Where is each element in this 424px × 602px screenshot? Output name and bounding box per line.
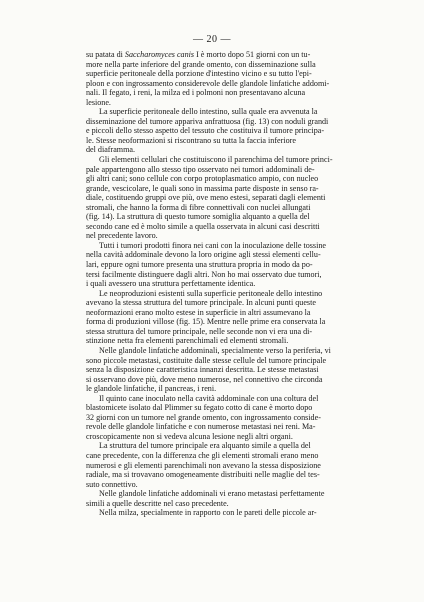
text-segment: tersi facilmente distinguere dagli altri. Non ho mai osservato due tumori, bbox=[86, 269, 322, 279]
text-line bbox=[86, 356, 388, 366]
text-line bbox=[86, 470, 388, 480]
text-segment: si osservano dove più, dove meno numerose, nel connettivo che circonda bbox=[86, 374, 323, 384]
text-segment: Nelle glandole linfatiche addominali, specialmente verso la periferia, vi bbox=[99, 345, 331, 355]
text-line bbox=[86, 98, 388, 108]
text-segment: Tutti i tumori prodotti finora nei cani con la inoculazione delle tossine bbox=[99, 240, 326, 250]
text-segment: simili a quelle descritte nel caso precedente. bbox=[86, 498, 229, 508]
text-line bbox=[86, 336, 388, 346]
text-line bbox=[86, 394, 388, 404]
text-line bbox=[86, 60, 388, 70]
text-line bbox=[86, 117, 388, 127]
text-line bbox=[86, 289, 388, 299]
text-line bbox=[86, 136, 388, 146]
text-segment: Il quinto cane inoculato nella cavità addominale con una coltura del bbox=[99, 393, 319, 403]
text-segment: (fig. 14). La struttura di questo tumore somiglia alquanto a quella del bbox=[86, 212, 310, 222]
text-line bbox=[86, 308, 388, 318]
body-text bbox=[86, 50, 388, 518]
text-line bbox=[86, 145, 388, 155]
text-line bbox=[86, 432, 388, 442]
text-line bbox=[86, 155, 388, 165]
text-line bbox=[86, 317, 388, 327]
text-line bbox=[86, 203, 388, 213]
text-line bbox=[86, 69, 388, 79]
text-line bbox=[86, 461, 388, 471]
text-segment: nella cavità addominale devono la loro origine agli stessi elementi cellu- bbox=[86, 250, 321, 260]
text-segment: diale, costituendo gruppi ove più, ove meno estesi, separati dagli elementi bbox=[86, 193, 326, 203]
text-line bbox=[86, 346, 388, 356]
text-line bbox=[86, 250, 388, 260]
text-line bbox=[86, 88, 388, 98]
text-line bbox=[86, 327, 388, 337]
text-segment: del diaframma. bbox=[86, 145, 135, 155]
text-segment: stromali, che hanno la forma di fibre connettivali con nuclei allungati bbox=[86, 202, 311, 212]
text-segment: suto connettivo. bbox=[86, 479, 138, 489]
text-segment: radiale, ma si trovavano omogeneamente distribuiti nelle maglie del tes- bbox=[86, 470, 320, 480]
text-segment: I è morto dopo 51 giorni con un tu- bbox=[194, 50, 311, 59]
text-line bbox=[86, 451, 388, 461]
text-line bbox=[86, 508, 388, 518]
text-segment: nel precedente lavoro. bbox=[86, 231, 158, 241]
text-line bbox=[86, 422, 388, 432]
text-line bbox=[86, 270, 388, 280]
page-number: — 20 — bbox=[193, 34, 231, 45]
text-segment: i quali avessero una struttura perfettamente identica. bbox=[86, 279, 256, 289]
text-segment: cane precedente, con la differenza che gli elementi stromali erano meno bbox=[86, 450, 319, 460]
text-segment: stessa struttura del tumore principale, nelle seconde non vi era una di- bbox=[86, 326, 313, 336]
text-segment: Nelle glandole linfatiche addominali vi erano metastasi perfettamente bbox=[99, 489, 325, 499]
text-segment: Gli elementi cellulari che costituiscono il parenchima del tumore princi- bbox=[99, 155, 333, 165]
text-segment: 32 giorni con un tumore nel grande omento, con ingrossamento conside- bbox=[86, 412, 321, 422]
text-line bbox=[86, 212, 388, 222]
text-segment: avevano la stessa struttura del tumore principale. In alcuni punti queste bbox=[86, 298, 316, 308]
text-segment: lesione. bbox=[86, 97, 111, 107]
text-line bbox=[86, 298, 388, 308]
text-segment: ploon e con ingrossamento considerevole delle glandole linfatiche addomi- bbox=[86, 78, 330, 88]
text-segment: nali. Il fegato, i reni, la milza ed i polmoni non presentavano alcuna bbox=[86, 88, 306, 98]
text-line bbox=[86, 184, 388, 194]
text-line bbox=[86, 480, 388, 490]
text-segment: Le neoproduzioni esistenti sulla superficie peritoneale dello intestino bbox=[99, 288, 323, 298]
text-line bbox=[86, 50, 388, 60]
text-segment: su patata di bbox=[86, 50, 125, 59]
text-line bbox=[86, 365, 388, 375]
text-segment: blastomicete isolato dal Plimmer su fegato cotto di cane è morto dopo bbox=[86, 403, 313, 413]
text-line bbox=[86, 413, 388, 423]
text-segment: grande, vescicolare, le quali sono in massima parte disposte in senso ra- bbox=[86, 183, 319, 193]
text-line bbox=[86, 441, 388, 451]
text-segment: La superficie peritoneale dello intestino, sulla quale era avvenuta la bbox=[99, 107, 318, 117]
text-segment: La struttura del tumore principale era alquanto simile a quella del bbox=[99, 441, 311, 451]
text-line bbox=[86, 107, 388, 117]
text-segment: lari, eppure ogni tumore presenta una struttura propria in modo da po- bbox=[86, 260, 313, 270]
text-line bbox=[86, 174, 388, 184]
text-segment: senza la disposizione caratteristica innanzi descritta. Le stesse metastasi bbox=[86, 365, 319, 375]
text-segment: sono piccole metastasi, costituite dalle stesse cellule del tumore principale bbox=[86, 355, 327, 365]
text-segment: e piccoli dello stesso aspetto del tessuto che costituiva il tumore principa- bbox=[86, 126, 325, 136]
text-line bbox=[86, 499, 388, 509]
text-segment: forma di produzioni villose (fig. 15). Mentre nelle prime era conservata la bbox=[86, 317, 326, 327]
text-line bbox=[86, 489, 388, 499]
text-line bbox=[86, 126, 388, 136]
text-segment: pale appartengono allo stesso tipo osservato nei tumori addominali de- bbox=[86, 164, 315, 174]
text-segment: disseminazione del tumore appariva anfrattuosa (fig. 13) con noduli grandi bbox=[86, 116, 329, 126]
text-line bbox=[86, 279, 388, 289]
text-line bbox=[86, 241, 388, 251]
text-segment: superficie peritoneale della porzione d'intestino vicino e su tutto l'epi- bbox=[86, 69, 312, 79]
text-line bbox=[86, 222, 388, 232]
text-segment: le glandole linfatiche, il pancreas, i reni. bbox=[86, 384, 217, 394]
text-segment: numerosi e gli elementi parenchimali non avevano la stessa disposizione bbox=[86, 460, 321, 470]
text-line bbox=[86, 165, 388, 175]
text-line bbox=[86, 375, 388, 385]
text-line bbox=[86, 260, 388, 270]
text-line bbox=[86, 231, 388, 241]
text-segment: croscopicamente non si vedeva alcuna lesione negli altri organi. bbox=[86, 431, 293, 441]
text-segment: stinzione netta fra elementi parenchimali ed elementi stromali. bbox=[86, 336, 289, 346]
text-segment: secondo cane ed è molto simile a quella osservata in alcuni casi descritti bbox=[86, 221, 320, 231]
text-segment: gli altri cani; sono cellule con corpo protoplasmatico ampio, con nucleo bbox=[86, 174, 319, 184]
text-line bbox=[86, 384, 388, 394]
text-segment: le. Stesse neoformazioni si riscontrano su tutta la faccia inferiore bbox=[86, 135, 296, 145]
text-segment: more nella parte inferiore del grande omento, con disseminazione sulla bbox=[86, 59, 316, 69]
text-line bbox=[86, 403, 388, 413]
text-segment: Nella milza, specialmente in rapporto con le pareti delle piccole ar- bbox=[99, 508, 317, 518]
text-segment: revole delle glandole linfatiche e con numerose metastasi nei reni. Ma- bbox=[86, 422, 316, 432]
italic-species-name: Saccharomyces canis bbox=[124, 50, 195, 59]
text-line bbox=[86, 193, 388, 203]
text-line bbox=[86, 79, 388, 89]
text-segment: neoformazioni erano molto estese in superficie in altri assumevano la bbox=[86, 307, 311, 317]
